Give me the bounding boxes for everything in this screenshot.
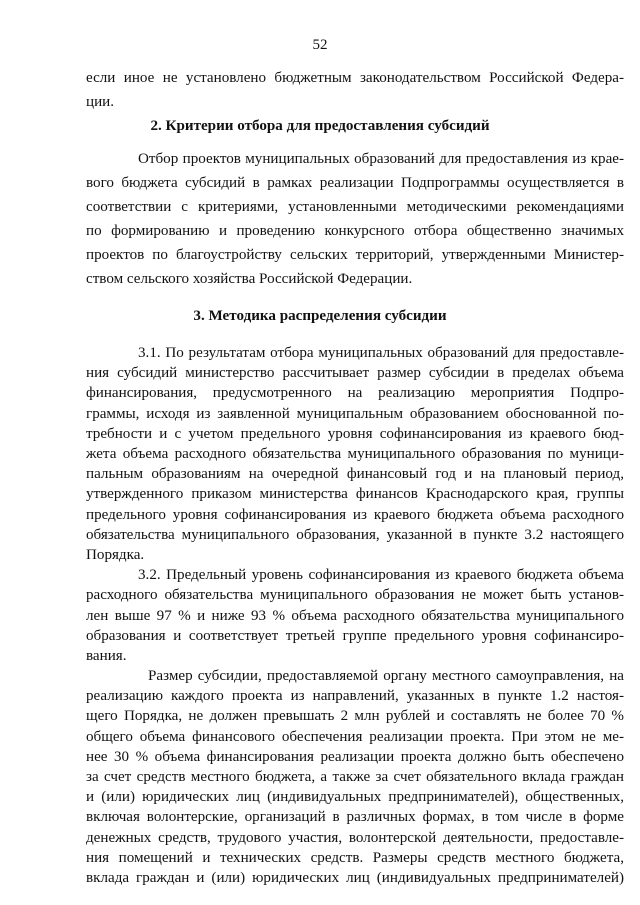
paragraph-line: щего Порядка, не должен превышать 2 млн рублей и составлять не более 70 % — [86, 708, 624, 725]
section-heading: 3. Методика распределения субсидии — [193, 308, 447, 324]
paragraph-line: граммы, исходя из заявленной муниципальным образованием обоснованной по- — [86, 405, 624, 422]
paragraph-line: расходного обязательства муниципального образования не может быть установ- — [86, 587, 624, 604]
section-heading: 2. Критерии отбора для предоставления субсидий — [150, 118, 490, 134]
paragraph-line: вания. — [86, 647, 127, 664]
paragraph-line: ния субсидий министерство рассчитывает размер субсидии в пределах объема — [86, 365, 624, 382]
paragraph-line: вклада граждан и (или) юридических лиц (индивидуальных предпринимателей) — [86, 870, 624, 886]
paragraph-line: финансирования, предусмотренного на реализацию мероприятия Подпро- — [86, 385, 624, 402]
page-number: 52 — [312, 37, 328, 53]
paragraph-line: Размер субсидии, предоставляемой органу местного самоуправления, на — [148, 668, 624, 685]
paragraph-line: ния помещений и технических средств. Размеры средств местного бюджета, — [86, 849, 624, 866]
paragraph-line: нее 30 % объема финансирования реализации проекта должно быть обеспечено — [86, 748, 624, 765]
paragraph-line: вого бюджета субсидий в рамках реализации Подпрограммы осуществляется в — [86, 175, 624, 191]
intro-line: ции. — [86, 94, 115, 110]
paragraph-line: Порядка. — [86, 546, 145, 563]
paragraph-line: ством сельского хозяйства Российской Федерации. — [86, 271, 413, 287]
paragraph-line: проектов по благоустройству сельских территорий, утвержденными Министер- — [86, 247, 624, 263]
paragraph-line: и (или) юридических лиц (индивидуальных предпринимателей), общественных, — [86, 789, 624, 806]
paragraph-line: утвержденного приказом министерства финансов Краснодарского края, группы — [86, 486, 624, 503]
paragraph-line: Отбор проектов муниципальных образований для предоставления из крае- — [138, 151, 624, 167]
paragraph-line: образования и соответствует третьей группе предельного уровня софинансиро- — [86, 627, 624, 644]
paragraph-line: жета объема расходного обязательства муниципального образования по муници- — [86, 445, 624, 462]
paragraph-line: пальным образованиям на очередной финансовый год и на плановый период, — [86, 466, 624, 483]
paragraph-line: 3.1. По результатам отбора муниципальных образований для предоставле- — [138, 345, 624, 361]
paragraph-line: общего объема финансового обеспечения реализации проекта. При этом не ме- — [86, 728, 624, 745]
paragraph-line: предельного уровня софинансирования из краевого бюджета объема расходного — [86, 506, 624, 523]
paragraph-line: требности и с учетом предельного уровня софинансирования из краевого бюд- — [86, 425, 624, 442]
paragraph-line: за счет средств местного бюджета, а также за счет обязательного вклада граждан — [86, 769, 624, 786]
paragraph-line: включая волонтерские, организаций в различных формах, в том числе в форме — [86, 809, 624, 826]
paragraph-line: денежных средств, трудового участия, волонтерской деятельности, предоставле- — [86, 829, 624, 846]
paragraph-line: соответствии с критериями, установленными методическими рекомендациями — [86, 199, 624, 215]
paragraph-line: реализацию каждого проекта из направлений, указанных в пункте 1.2 настоя- — [86, 688, 624, 705]
paragraph-line: обязательства муниципального образования, указанной в пункте 3.2 настоящего — [86, 526, 624, 543]
paragraph-line: лен выше 97 % и ниже 93 % объема расходного обязательства муниципального — [86, 607, 624, 624]
intro-line: если иное не установлено бюджетным законодательством Российской Федера- — [86, 70, 624, 86]
paragraph-line: 3.2. Предельный уровень софинансирования из краевого бюджета объема — [138, 567, 624, 584]
paragraph-line: по формированию и проведению конкурсного отбора общественно значимых — [86, 223, 624, 239]
